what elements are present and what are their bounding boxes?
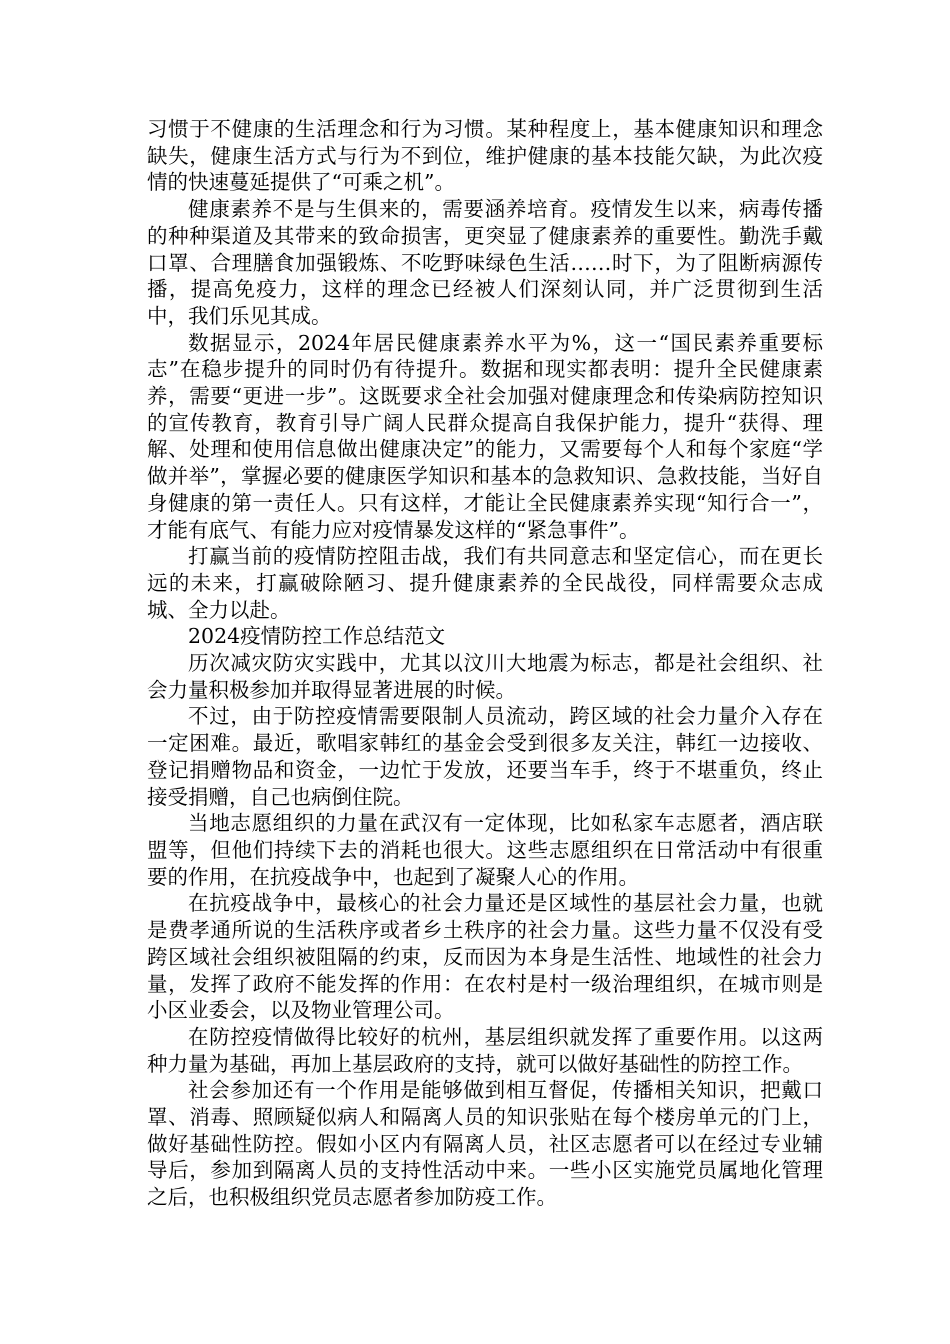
- paragraph: 在抗疫战争中，最核心的社会力量还是区域性的基层社会力量，也就是费孝通所说的生活秩序或者乡土秩序的社会力量。这些力量不仅没有受跨区域社会组织被阻隔的约束，反而因为本身是生活性、地域性的社会力量，发挥了政府不能发挥的作用：在农村是村一级治理组织，在城市则是小区业委会，以及物业管理公司。: [147, 891, 823, 1023]
- section-heading: 2024疫情防控工作总结范文: [188, 624, 446, 649]
- document-body: [147, 116, 823, 1211]
- paragraph: 健康素养不是与生俱来的，需要涵养培育。疫情发生以来，病毒传播的种种渠道及其带来的致命损害，更突显了健康素养的重要性。勤洗手戴口罩、合理膳食加强锻炼、不吃野味绿色生活……时下，为了阻断病源传播，提高免疫力，这样的理念已经被人们深刻认同，并广泛贯彻到生活中，我们乐见其成。: [147, 197, 823, 328]
- paragraph: 当地志愿组织的力量在武汉有一定体现，比如私家车志愿者，酒店联盟等，但他们持续下去的消耗也很大。这些志愿组织在日常活动中有很重要的作用，在抗疫战争中，也起到了凝聚人心的作用。: [147, 811, 823, 889]
- paragraph: 习惯于不健康的生活理念和行为习惯。某种程度上，基本健康知识和理念缺失，健康生活方式与行为不到位，维护健康的基本技能欠缺，为此次疫情的快速蔓延提供了“可乘之机”。: [147, 117, 823, 195]
- paragraph: 不过，由于防控疫情需要限制人员流动，跨区域的社会力量介入存在一定困难。最近，歌唱家韩红的基金会受到很多友关注，韩红一边接收、登记捐赠物品和资金，一边忙于发放，还要当车手，终于不堪重负，终止接受捐赠，自己也病倒住院。: [147, 704, 823, 809]
- paragraph: 数据显示，2024年居民健康素养水平为%，这一“国民素养重要标志”在稳步提升的同时仍有待提升。数据和现实都表明：提升全民健康素养，需要“更进一步”。这既要求全社会加强对健康理念和传染病防控知识的宣传教育，教育引导广阔人民群众提高自我保护能力，提升“获得、理解、处理和使用信息做出健康决定”的能力，又需要每个人和每个家庭“学做并举”，掌握必要的健康医学知识和基本的急救知识、急救技能，当好自身健康的第一责任人。只有这样，才能让全民健康素养实现“知行合一”，才能有底气、有能力应对疫情暴发这样的“紧急事件”。: [147, 330, 823, 542]
- paragraph: 打赢当前的疫情防控阻击战，我们有共同意志和坚定信心，而在更长远的未来，打赢破除陋习、提升健康素养的全民战役，同样需要众志成城、全力以赴。: [147, 544, 823, 622]
- paragraph: 历次减灾防灾实践中，尤其以汶川大地震为标志，都是社会组织、社会力量积极参加并取得显著进展的时候。: [147, 651, 823, 702]
- paragraph: 在防控疫情做得比较好的杭州，基层组织就发挥了重要作用。以这两种力量为基础，再加上基层政府的支持，就可以做好基础性的防控工作。: [147, 1024, 823, 1076]
- paragraph: 社会参加还有一个作用是能够做到相互督促，传播相关知识，把戴口罩、消毒、照顾疑似病人和隔离人员的知识张贴在每个楼房单元的门上，做好基础性防控。假如小区内有隔离人员，社区志愿者可以在经过专业辅导后，参加到隔离人员的支持性活动中来。一些小区实施党员属地化管理之后，也积极组织党员志愿者参加防疫工作。: [147, 1078, 823, 1210]
